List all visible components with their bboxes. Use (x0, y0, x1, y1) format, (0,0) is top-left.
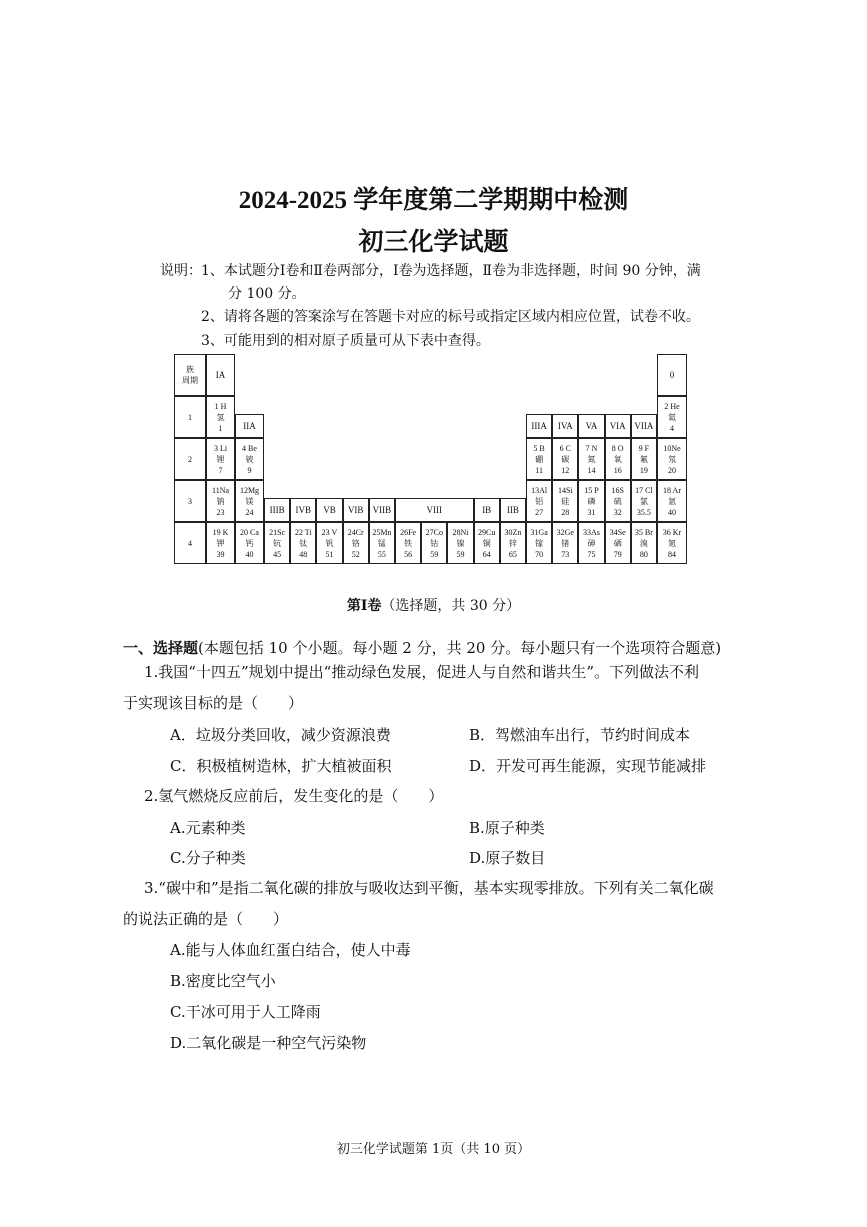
element-Br: 35 Br 溴 80 (631, 522, 657, 564)
element-Si: 14Si 硅 28 (552, 480, 578, 522)
period-label-3: 3 (174, 480, 206, 522)
section-title-rest: （选择题，共 30 分） (381, 598, 521, 614)
q2-option-d: D.原子数目 (469, 849, 546, 867)
question-1-line-1: 1.我国“十四五”规划中提出“推动绿色发展，促进人与自然和谐共生”。下列做法不利 (144, 663, 699, 681)
question-3-line-1: 3.“碳中和”是指二氧化碳的排放与吸收达到平衡，基本实现零排放。下列有关二氧化碳 (144, 879, 714, 897)
periodic-table (174, 354, 700, 564)
period-label-2: 2 (174, 438, 206, 480)
q2-option-b: B.原子种类 (469, 819, 545, 837)
note-line-1-cont: 分 100 分。 (228, 286, 306, 302)
group-label-IVB: IVB (290, 498, 316, 522)
element-Kr: 36 Kr 氪 84 (657, 522, 687, 564)
element-C: 6 C 碳 12 (552, 438, 578, 480)
element-Co: 27Co 钴 59 (421, 522, 447, 564)
q1-option-b: B．驾燃油车出行，节约时间成本 (469, 726, 691, 744)
group-label-VA: VA (578, 414, 604, 438)
element-F: 9 F 氟 19 (631, 438, 657, 480)
element-O: 8 O 氧 16 (605, 438, 631, 480)
q2-option-c: C.分子种类 (170, 849, 246, 867)
section-heading-rest: (本题包括 10 个小题。每小题 2 分，共 20 分。每小题只有一个选项符合题意) (198, 639, 722, 657)
q1-option-c: C．积极植树造林，扩大植被面积 (170, 757, 392, 775)
question-1-line-2: 于实现该目标的是（ ） (123, 694, 304, 712)
element-Se: 34Se 硒 79 (605, 522, 631, 564)
group-label-VIIB: VIIB (369, 498, 395, 522)
element-Li: 3 Li 锂 7 (206, 438, 235, 480)
exam-title: 2024-2025 学年度第二学期期中检测 (238, 187, 629, 214)
section-title (0, 595, 867, 615)
element-H: 1 H 氢 1 (206, 396, 235, 438)
group-label-IIIA: IIIA (526, 414, 552, 438)
element-Ar: 18 Ar 氩 40 (657, 480, 687, 522)
q3-option-a: A.能与人体血红蛋白结合，使人中毒 (170, 941, 411, 959)
exam-subtitle: 初三化学试题 (358, 229, 509, 256)
element-Al: 13Al 铝 27 (526, 480, 552, 522)
element-He: 2 He 氦 4 (657, 396, 687, 438)
element-S: 16S 硫 32 (605, 480, 631, 522)
table-corner: 族 周期 (174, 354, 206, 396)
group-label-VIB: VIB (343, 498, 369, 522)
element-P: 15 P 磷 31 (578, 480, 604, 522)
element-Ge: 32Ge 锗 73 (552, 522, 578, 564)
group-label-VIIA: VIIA (631, 414, 657, 438)
element-Ca: 20 Ca 钙 40 (235, 522, 264, 564)
section-heading (123, 637, 721, 658)
period-label-4: 4 (174, 522, 206, 564)
q3-option-d: D.二氧化碳是一种空气污染物 (170, 1034, 367, 1052)
note-line-1: 1、本试题分Ⅰ卷和Ⅱ卷两部分，Ⅰ卷为选择题，Ⅱ卷为非选择题，时间 90 分钟，满 (201, 263, 701, 279)
section-heading-bold: 一、选择题 (123, 639, 199, 657)
group-label-IIIB: IIIB (264, 498, 290, 522)
question-3-line-2: 的说法正确的是（ ） (123, 910, 289, 928)
question-2: 2.氢气燃烧反应前后，发生变化的是（ ） (144, 787, 444, 805)
element-Zn: 30Zn 锌 65 (500, 522, 526, 564)
period-label-1: 1 (174, 396, 206, 438)
section-title-bold: 第Ⅰ卷 (346, 598, 382, 614)
page-footer: 初三化学试题第 1页（共 10 页） (336, 1142, 531, 1157)
group-label-IVA: IVA (552, 414, 578, 438)
q1-option-d: D．开发可再生能源，实现节能减排 (469, 757, 707, 775)
element-Cu: 29Cu 铜 64 (474, 522, 500, 564)
group-label-IA: IA (206, 354, 235, 396)
group-label-0: 0 (657, 354, 687, 396)
element-Mg: 12Mg 镁 24 (235, 480, 264, 522)
group-label-VIII: VIII (395, 498, 474, 522)
element-Mn: 25Mn 锰 55 (369, 522, 395, 564)
element-Ti: 22 Ti 钛 48 (290, 522, 316, 564)
q1-option-a: A．垃圾分类回收，减少资源浪费 (170, 726, 391, 744)
group-label-IIB: IIB (500, 498, 526, 522)
element-Ga: 31Ga 镓 70 (526, 522, 552, 564)
element-N: 7 N 氮 14 (578, 438, 604, 480)
group-label-VIA: VIA (605, 414, 631, 438)
element-Ni: 28Ni 镍 59 (447, 522, 473, 564)
element-As: 33As 砷 75 (578, 522, 604, 564)
element-Be: 4 Be 铍 9 (235, 438, 264, 480)
element-Cl: 17 Cl 氯 35.5 (631, 480, 657, 522)
note-line-2: 2、请将各题的答案涂写在答题卡对应的标号或指定区域内相应位置，试卷不收。 (201, 309, 700, 325)
q2-option-a: A.元素种类 (170, 819, 246, 837)
group-label-IIA: IIA (235, 414, 264, 438)
element-Na: 11Na 钠 23 (206, 480, 235, 522)
element-Sc: 21Sc 钪 45 (264, 522, 290, 564)
group-label-IB: IB (474, 498, 500, 522)
q3-option-c: C.干冰可用于人工降雨 (170, 1003, 321, 1021)
element-K: 19 K 钾 39 (206, 522, 235, 564)
element-V: 23 V 钒 51 (316, 522, 342, 564)
element-B: 5 B 硼 11 (526, 438, 552, 480)
q3-option-b: B.密度比空气小 (170, 972, 276, 990)
notes-label: 说明： (160, 263, 202, 279)
element-Ne: 10Ne 氖 20 (657, 438, 687, 480)
note-line-3: 3、可能用到的相对原子质量可从下表中查得。 (201, 333, 490, 349)
group-label-VB: VB (316, 498, 342, 522)
element-Fe: 26Fe 铁 56 (395, 522, 421, 564)
element-Cr: 24Cr 铬 52 (343, 522, 369, 564)
